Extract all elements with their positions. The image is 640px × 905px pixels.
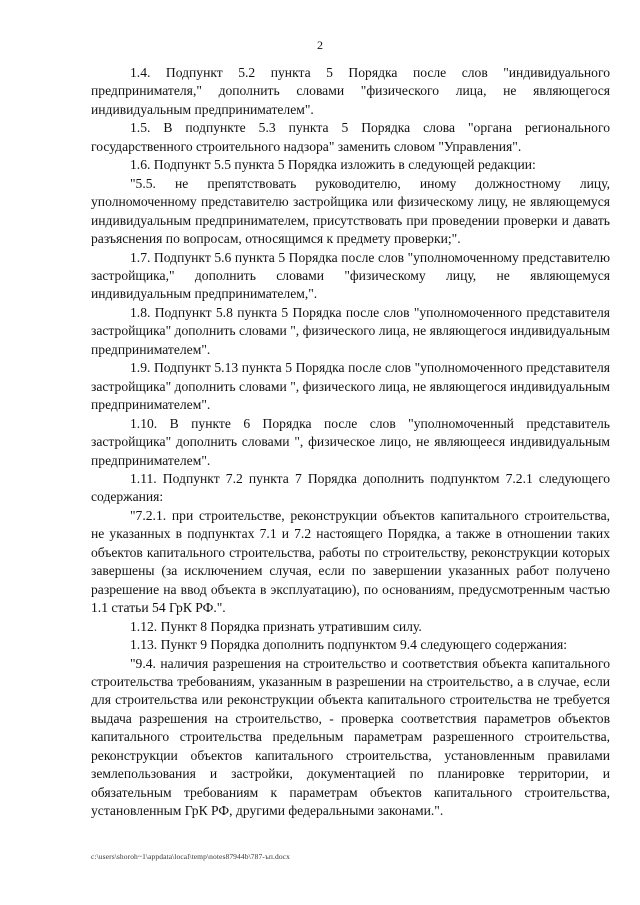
paragraph-1-5: 1.5. В подпункте 5.3 пункта 5 Порядка слова "органа регионального государственного строительного надзора" заменить словом "Управления". [91, 120, 610, 154]
paragraph-1-13: 1.13. Пункт 9 Порядка дополнить подпунктом 9.4 следующего содержания: [130, 637, 568, 653]
paragraph-1-10: 1.10. В пункте 6 Порядка после слов "уполномоченный представитель застройщика" дополнить словами ", физическое лицо, не являющееся индивидуальным предпринимателем". [91, 415, 610, 468]
paragraph-1-12: 1.12. Пункт 8 Порядка признать утратившим силу. [130, 618, 422, 634]
quote-9-4: "9.4. наличия разрешения на строительство и соответствия объекта капитального строительства требованиям, указанным в разрешении на строительство, а в случае, если для строительства или реконструкции объекта капитального строительства не требуется выдача разрешения на строительство, - проверка соответствия параметров объектов капитального строительства предельным параметрам разрешенного строительства, реконструкции объектов капитального строительства, установленным правилами землепользования и застройки, документацией по планировке территории, и обязательным требованиям к параметрам объектов капитального строительства, установленным ГрК РФ, другими федеральными законами.". [91, 655, 610, 819]
paragraph-1-7: 1.7. Подпункт 5.6 пункта 5 Порядка после слов "уполномоченному представителю застройщика," дополнить словами "физическому лицу, не являющемуся индивидуальным предпринимателем,". [91, 249, 610, 302]
paragraph-1-11: 1.11. Подпункт 7.2 пункта 7 Порядка дополнить подпунктом 7.2.1 следующего содержания: [91, 470, 610, 505]
paragraph-1-8: 1.8. Подпункт 5.8 пункта 5 Порядка после слов "уполномоченного представителя застройщика" дополнить словами ", физического лица, не являющегося индивидуальным предпринимателем". [91, 304, 610, 357]
page-number: 2 [317, 38, 323, 52]
paragraph-1-9: 1.9. Подпункт 5.13 пункта 5 Порядка после слов "уполномоченного представителя застройщика" дополнить словами ", физического лица, не являющегося индивидуальным предпринимателем". [91, 360, 610, 413]
paragraph-1-6: 1.6. Подпункт 5.5 пункта 5 Порядка изложить в следующей редакции: [130, 157, 536, 173]
footer-file-path: c:\users\shoroh~1\appdata\local\temp\notes87944b\787-ъп.docx [91, 852, 290, 861]
document-body [91, 64, 610, 821]
quote-7-2-1: "7.2.1. при строительстве, реконструкции объектов капитального строительства, не указанных в подпунктах 7.1 и 7.2 настоящего Порядка, а также в отношении таких объектов капитального строительства, работы по строительству, реконструкции которых завершены (за исключением случая, если по завершении указанных работ получено разрешение на ввод объекта в эксплуатацию), по основаниям, предусмотренным частью 1.1 статьи 54 ГрК РФ.". [91, 507, 610, 616]
quote-5-5: "5.5. не препятствовать руководителю, иному должностному лицу, уполномоченному представителю застройщика или физическому лицу, не являющемуся индивидуальным предпринимателем, присутствовать при проведении проверки и давать разъяснения по вопросам, относящимся к предмету проверки;". [91, 175, 610, 247]
paragraph-1-4: 1.4. Подпункт 5.2 пункта 5 Порядка после слов "индивидуального предпринимателя," дополнить словами "физического лица, не являющегося индивидуальным предпринимателем". [91, 65, 610, 117]
